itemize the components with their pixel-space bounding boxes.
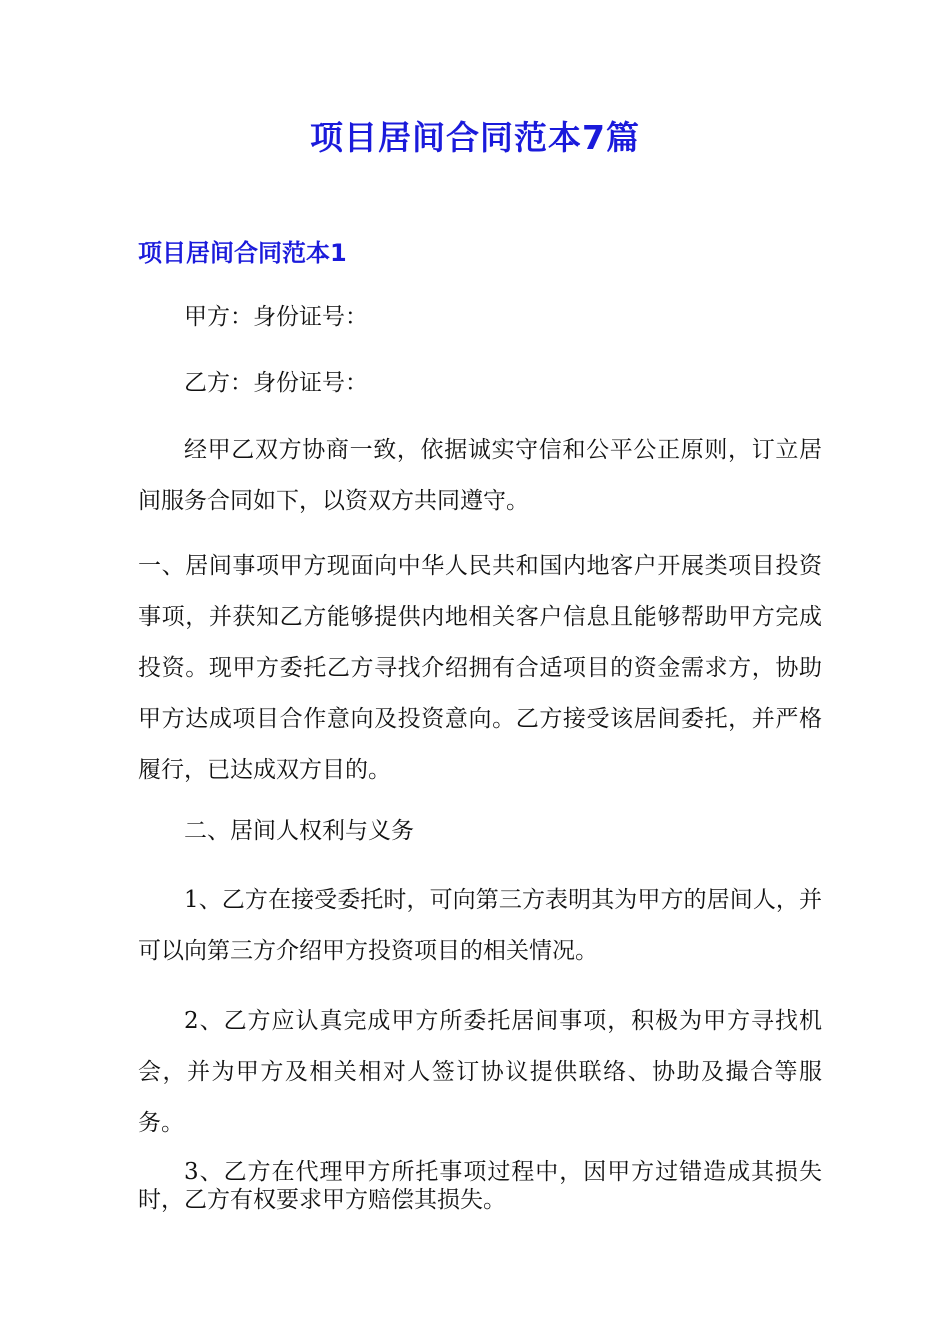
document-title: 项目居间合同范本7篇 — [310, 118, 640, 157]
section-title: 项目居间合同范本1 — [138, 239, 347, 267]
party-b-line: 乙方：身份证号： — [184, 370, 368, 396]
clause-2-item-3: 3、乙方在代理甲方所托事项过程中，因甲方过错造成其损失时，乙方有权要求甲方赔偿其损失。 — [138, 1159, 822, 1213]
clause-2-item-2: 2、乙方应认真完成甲方所委托居间事项，积极为甲方寻找机会，并为甲方及相关相对人签订协议提供联络、协助及撮合等服务。 — [138, 1008, 822, 1136]
clause-1-paragraph: 一、居间事项甲方现面向中华人民共和国内地客户开展类项目投资事项，并获知乙方能够提供内地相关客户信息且能够帮助甲方完成投资。现甲方委托乙方寻找介绍拥有合适项目的资金需求方，协助甲方达成项目合作意向及投资意向。乙方接受该居间委托，并严格履行，已达成双方目的。 — [138, 553, 822, 783]
intro-paragraph: 经甲乙双方协商一致，依据诚实守信和公平公正原则，订立居间服务合同如下，以资双方共同遵守。 — [138, 437, 822, 514]
clause-2-item-1: 1、乙方在接受委托时，可向第三方表明其为甲方的居间人，并可以向第三方介绍甲方投资项目的相关情况。 — [138, 887, 822, 964]
party-a-line: 甲方：身份证号： — [184, 304, 368, 330]
clause-2-heading: 二、居间人权利与义务 — [184, 818, 414, 844]
